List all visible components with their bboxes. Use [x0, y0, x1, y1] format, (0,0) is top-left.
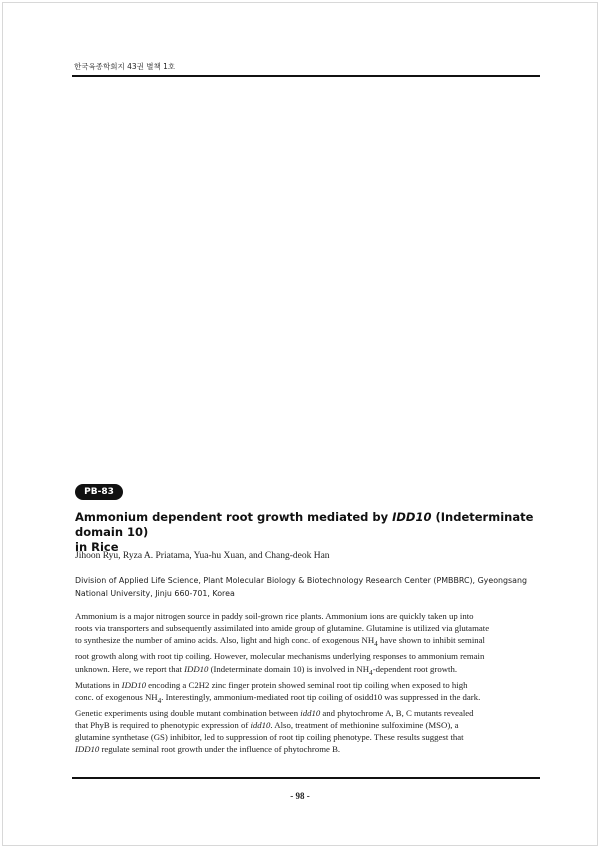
abstract-id-badge: PB-83	[75, 484, 123, 500]
title-text-cont: (Indeterminate domain 10)	[75, 510, 534, 539]
abstract-line: unknown. Here, we report that IDD10 (Indeterminate domain 10) is involved in $NH_4$-dependent root growth.	[75, 663, 458, 677]
title-gene: IDD10	[392, 510, 432, 524]
abstract-line: to synthesize the number of amino acids. Also, light and high conc. of exogenous $NH_4$ have shown to inhibit seminal	[75, 635, 485, 649]
affiliation-line: Division of Applied Life Science, Plant Molecular Biology & Biotechnology Research Center (PMBBRC), Gyeongsang	[75, 576, 527, 585]
abstract-line: IDD10 regulate seminal root growth under the influence of phytochrome B.	[75, 744, 341, 755]
abstract-line: glutamine synthetase (GS) inhibitor, led to suppression of root tip coiling phenotype. These results suggest that	[75, 732, 464, 743]
abstract-line: Genetic experiments using double mutant combination between idd10 and phytochrome A, B, C mutants revealed	[75, 707, 474, 718]
abstract-line: conc. of exogenous $NH_4$. Interestingly, ammonium-mediated root tip coiling of osidd10 was suppressed in the dark.	[75, 691, 481, 705]
abstract-line: Mutations in IDD10 encoding a C2H2 zinc finger protein showed seminal root tip coiling when exposed to high	[75, 679, 468, 690]
page-number: - 98 -	[290, 791, 310, 801]
abstract-line: Ammonium is a major nitrogen source in paddy soil-grown rice plants. Ammonium ions are quickly taken up into	[75, 611, 474, 621]
affiliation	[75, 574, 545, 600]
abstract-title	[75, 510, 545, 555]
author-list: Jihoon Ryu, Ryza A. Priatama, Yua-hu Xuan, and Chang-deok Han	[75, 551, 330, 561]
abstract-body	[75, 610, 540, 755]
title-line2: in Rice	[75, 540, 119, 554]
running-header: 한국육종학회지 43권 별책 1호	[74, 62, 176, 71]
title-text: Ammonium dependent root growth mediated by	[75, 510, 393, 524]
abstract-line: root growth along with root tip coiling. However, molecular mechanisms underlying responses to ammonium remain	[75, 651, 485, 662]
abstract-line: roots via transporters and subsequently assimilated into amide group of glutamine. Glutamine is utilized via glutamate	[75, 623, 490, 634]
affiliation-line: National University, Jinju 660-701, Korea	[75, 589, 235, 598]
header-rule	[72, 75, 540, 77]
abstract-line: that PhyB is required to phenotypic expression of idd10. Also, treatment of methionine sulfoximine (MSO), a	[75, 719, 459, 730]
footer-rule	[72, 777, 540, 779]
